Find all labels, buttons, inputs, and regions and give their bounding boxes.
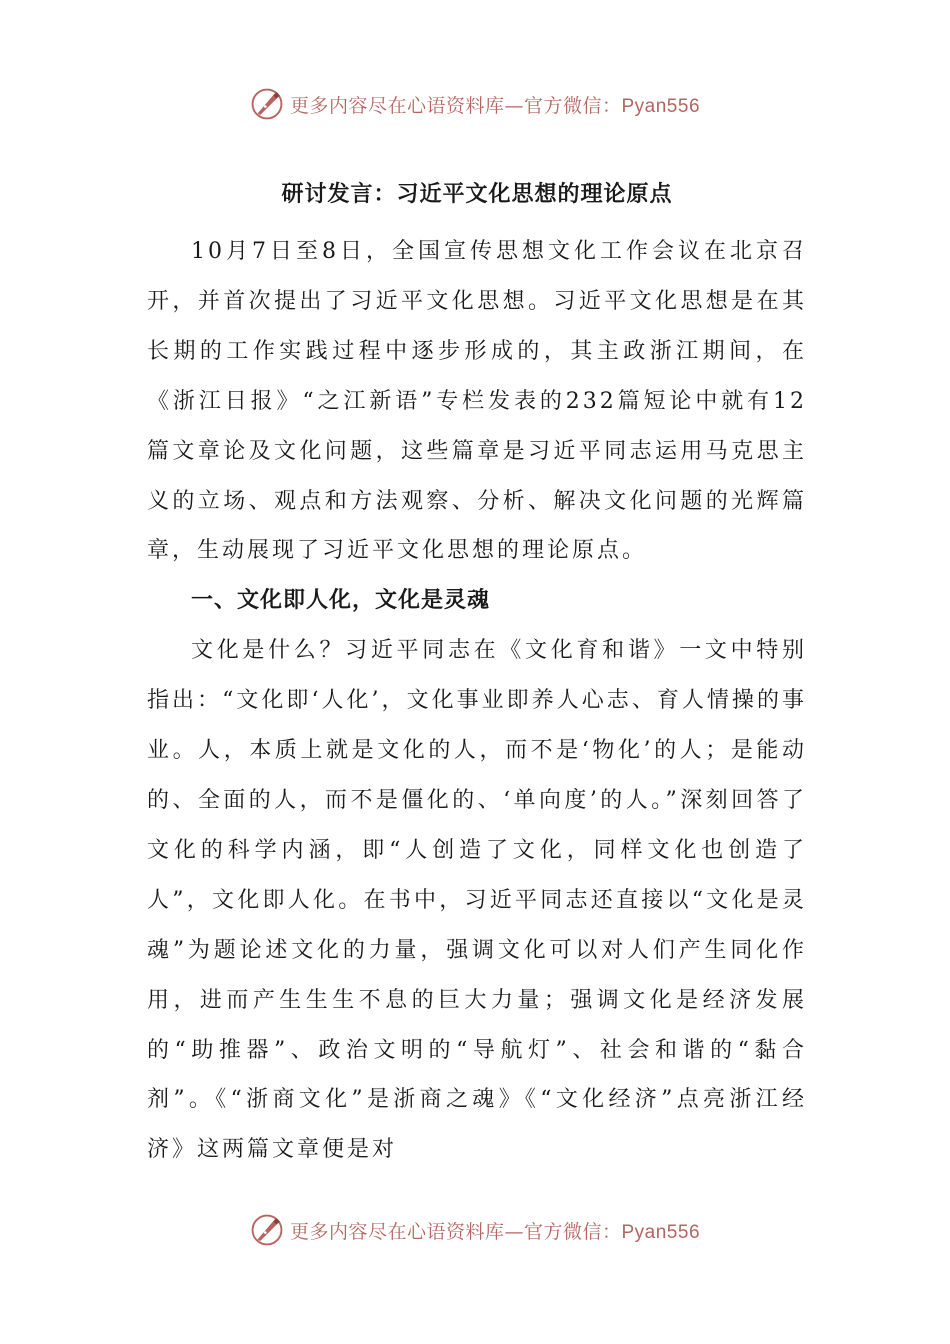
pen-nib-icon: [250, 87, 284, 121]
paragraph-intro: 10月7日至8日，全国宣传思想文化工作会议在北京召开，并首次提出了习近平文化思想。习近平文化思想是在其长期的工作实践过程中逐步形成的，其主政浙江期间，在《浙江日报》“之江新语”专栏发表的232篇短论中就有12篇文章论及文化问题，这些篇章是习近平同志运用马克思主义的立场、观点和方法观察、分析、解决文化问题的光辉篇章，生动展现了习近平文化思想的理论原点。: [147, 239, 807, 564]
banner-wechat-id: Pyan556: [621, 95, 701, 117]
paragraph-section-1: 文化是什么？习近平同志在《文化育和谐》一文中特别指出：“文化即‘人化’，文化事业即养人心志、育人情操的事业。人，本质上就是文化的人，而不是‘物化’的人；是能动的、全面的人，而不是僵化的、‘单向度’的人。”深刻回答了文化的科学内涵，即“人创造了文化，同样文化也创造了人”，文化即人化。在书中，习近平同志还直接以“文化是灵魂”为题论述文化的力量，强调文化可以对人们产生同化作用，进而产生生生不息的巨大力量；强调文化是经济发展的“助推器”、政治文明的“导航灯”、社会和谐的“黏合剂”。《“浙商文化”是浙商之魂》《“文化经济”点亮浙江经济》这两篇文章便是对: [147, 638, 807, 1163]
page-title: 研讨发言：习近平文化思想的理论原点: [281, 182, 673, 207]
section-heading-1: 一、文化即人化，文化是灵魂: [191, 588, 491, 614]
footer-banner: [0, 1210, 950, 1250]
banner-text-cn: 更多内容尽在心语资料库—官方微信：: [289, 94, 622, 117]
banner-wechat-id: Pyan556: [621, 1221, 701, 1243]
header-banner: [0, 84, 950, 124]
document-body: [147, 170, 807, 1175]
banner-text: [290, 1217, 700, 1244]
banner-text-cn: 更多内容尽在心语资料库—官方微信：: [289, 1220, 622, 1243]
pen-nib-icon: [250, 1213, 284, 1247]
banner-text: [290, 91, 700, 118]
